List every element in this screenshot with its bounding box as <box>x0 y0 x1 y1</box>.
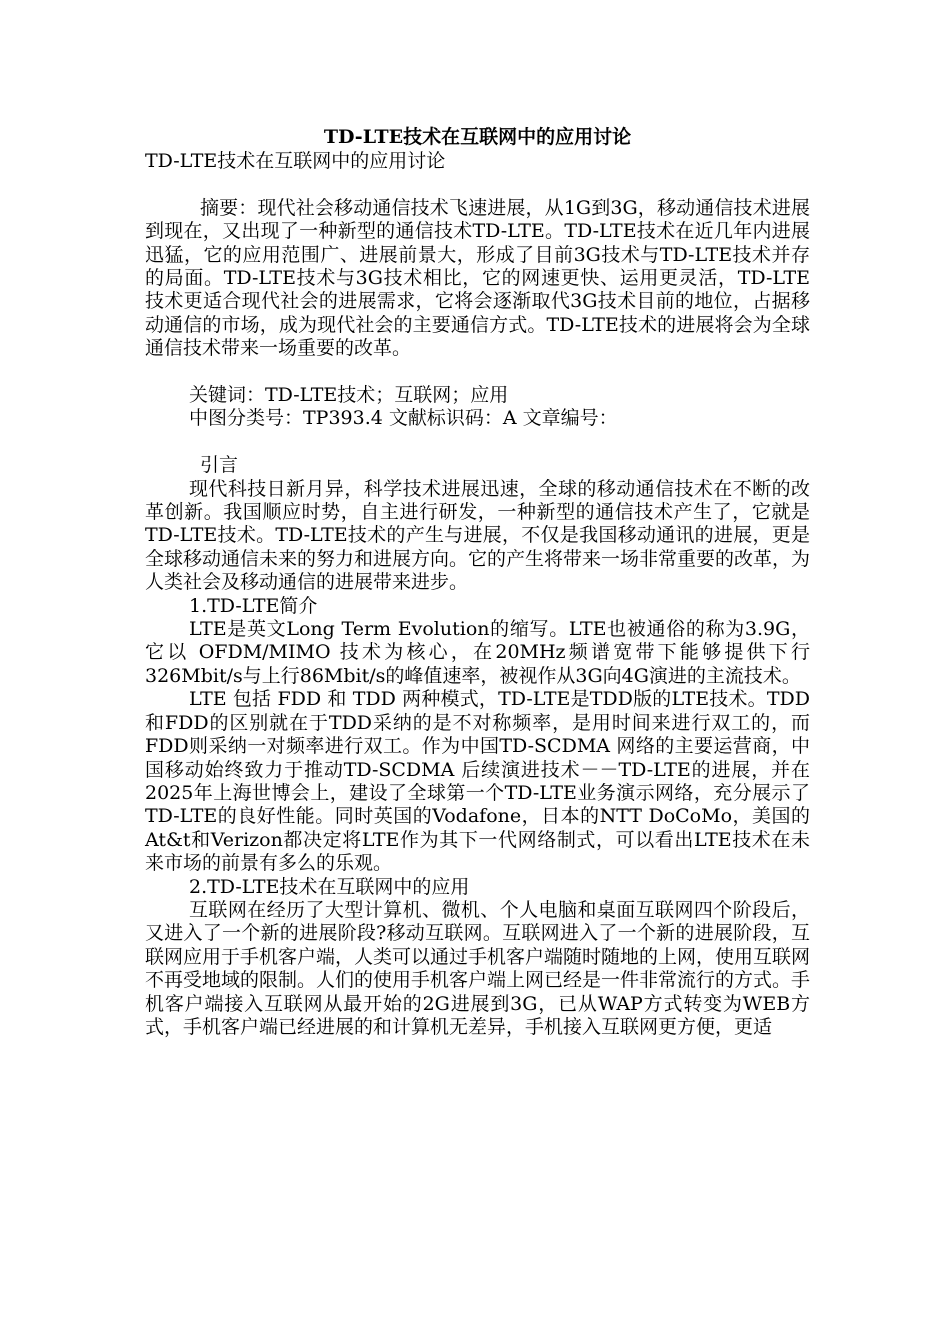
section2-heading: 2.TD-LTE技术在互联网中的应用 <box>189 875 470 898</box>
document-subtitle: TD-LTE技术在互联网中的应用讨论 <box>145 150 446 172</box>
intro-paragraph: 现代科技日新月异，科学技术进展迅速，全球的移动通信技术在不断的改革创新。我国顺应时势，自主进行研发，一种新型的通信技术产生了，它就是TD-LTE技术。TD-LTE技术的产生与进展，不仅是我国移动通讯的进展，更是全球移动通信未来的努力和进展方向。它的产生将带来一场非常重要的改革，为人类社会及移动通信的进展带来进步。 <box>145 477 811 594</box>
document-title: TD-LTE技术在互联网中的应用讨论 <box>323 126 632 148</box>
abstract-paragraph: 摘要：现代社会移动通信技术飞速进展，从1G到3G，移动通信技术进展到现在，又出现了一种新型的通信技术TD-LTE。TD-LTE技术在近几年内进展迅猛，它的应用范围广、进展前景大，形成了目前3G技术与TD-LTE技术并存的局面。TD-LTE技术与3G技术相比，它的网速更快、运用更灵活，TD-LTE技术更适合现代社会的进展需求，它将会逐渐取代3G技术目前的地位，占据移动通信的市场，成为现代社会的主要通信方式。TD-LTE技术的进展将会为全球通信技术带来一场重要的改革。 <box>145 196 810 360</box>
classification-line: 中图分类号：TP393.4 文献标识码：A 文章编号： <box>189 407 618 430</box>
section1-paragraph-2: LTE 包括 FDD 和 TDD 两种模式，TD-LTE是TDD版的LTE技术。TDD和FDD的区别就在于TDD采纳的是不对称频率，是用时间来进行双工的，而FDD则采纳一对频率进行双工。作为中国TD-SCDMA 网络的主要运营商，中国移动始终致力于推动TD-SCDMA 后续演进技术－－TD-LTE的进展，并在2025年上海世博会上，建设了全球第一个TD-LTE业务演示网络，充分展示了TD-LTE的良好性能。同时英国的Vodafone，日本的NTT DoCoMo，美国的At&t和Verizon都决定将LTE作为其下一代网络制式，可以看出LTE技术在未来市场的前景有多么的乐观。 <box>145 688 810 875</box>
spacer <box>145 173 810 196</box>
spacer <box>145 361 810 384</box>
intro-heading: 引言 <box>200 454 239 477</box>
section2-paragraph-1: 互联网在经历了大型计算机、微机、个人电脑和桌面互联网四个阶段后，又进入了一个新的进展阶段?移动互联网。互联网进入了一个新的进展阶段，互联网应用于手机客户端，人类可以通过手机客户端随时随地的上网，使用互联网不再受地域的限制。人们的使用手机客户端上网已经是一件非常流行的方式。手机客户端接入互联网从最开始的2G进展到3G，已从WAP方式转变为WEB方式，手机客户端已经进展的和计算机无差异，手机接入互联网更方便，更适 <box>145 898 811 1038</box>
section1-heading: 1.TD-LTE简介 <box>189 594 318 617</box>
document-body <box>145 150 810 1039</box>
spacer <box>145 431 810 454</box>
keywords-line: 关键词：TD-LTE技术；互联网；应用 <box>189 384 509 407</box>
section1-paragraph-1: LTE是英文Long Term Evolution的缩写。LTE也被通俗的称为3.9G，它以 OFDM/MIMO 技术为核心，在20MHz频谱宽带下能够提供下行326Mbit/s与上行86Mbit/s的峰值速率，被视作从3G向4G演进的主流技术。 <box>145 618 810 687</box>
